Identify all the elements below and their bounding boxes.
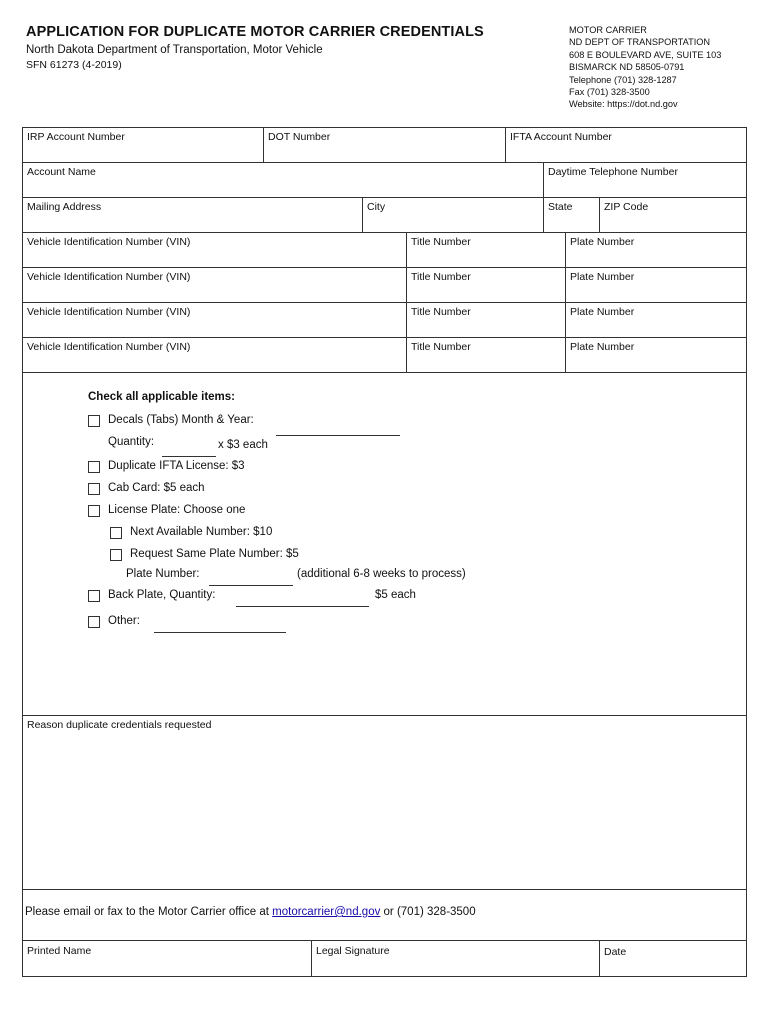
plate-number-field[interactable]: Plate Number (570, 271, 635, 283)
ifta-license-label: Duplicate IFTA License: $3 (108, 460, 245, 472)
title-number-field[interactable]: Title Number (411, 271, 471, 283)
other-input[interactable] (154, 632, 286, 633)
other-label: Other: (108, 615, 140, 627)
title-number-field[interactable]: Title Number (411, 236, 471, 248)
address-line: ND DEPT OF TRANSPORTATION (569, 37, 711, 48)
mailing-address-field[interactable]: Mailing Address (27, 201, 102, 213)
cab-card-checkbox[interactable] (88, 483, 100, 495)
back-plate-quantity-input[interactable] (236, 606, 369, 607)
ifta-license-checkbox[interactable] (88, 461, 100, 473)
address-line: Telephone (701) 328-1287 (569, 74, 677, 85)
checklist-heading: Check all applicable items: (88, 391, 236, 403)
address-line: Website: https://dot.nd.gov (569, 99, 678, 110)
date-field[interactable]: Date (604, 946, 627, 958)
plate-number-field[interactable]: Plate Number (570, 306, 635, 318)
title-number-field[interactable]: Title Number (411, 306, 471, 318)
address-line: BISMARCK ND 58505-0791 (569, 62, 685, 73)
contact-text: Please email or fax to the Motor Carrier office at (25, 906, 273, 918)
state-field[interactable]: State (548, 201, 573, 213)
ifta-account-field[interactable]: IFTA Account Number (510, 131, 612, 143)
contact-fax: or (701) 328-3500 (380, 906, 476, 918)
address-line: 608 E BOULEVARD AVE, SUITE 103 (569, 49, 722, 60)
zip-field[interactable]: ZIP Code (604, 201, 649, 213)
license-plate-label: License Plate: Choose one (108, 504, 246, 516)
cab-card-label: Cab Card: $5 each (108, 482, 205, 494)
vin-field[interactable]: Vehicle Identification Number (VIN) (27, 306, 191, 318)
form-number: SFN 61273 (4-2019) (26, 59, 122, 71)
reason-field[interactable]: Reason duplicate credentials requested (27, 719, 212, 731)
vin-field[interactable]: Vehicle Identification Number (VIN) (27, 271, 191, 283)
quantity-price: x $3 each (218, 439, 268, 451)
other-checkbox[interactable] (88, 616, 100, 628)
back-plate-label: Back Plate, Quantity: (108, 589, 216, 601)
back-plate-checkbox[interactable] (88, 590, 100, 602)
decals-label: Decals (Tabs) Month & Year: (108, 414, 254, 426)
printed-name-field[interactable]: Printed Name (27, 945, 92, 957)
daytime-phone-field[interactable]: Daytime Telephone Number (548, 166, 678, 178)
plate-number-field[interactable]: Plate Number (570, 236, 635, 248)
dot-number-field[interactable]: DOT Number (268, 131, 331, 143)
license-plate-checkbox[interactable] (88, 505, 100, 517)
plate-number-label: Plate Number: (126, 568, 200, 580)
vin-field[interactable]: Vehicle Identification Number (VIN) (27, 341, 191, 353)
account-name-field[interactable]: Account Name (27, 166, 96, 178)
next-available-label: Next Available Number: $10 (130, 526, 273, 538)
plate-number-field[interactable]: Plate Number (570, 341, 635, 353)
agency-address (569, 24, 721, 111)
irp-account-field[interactable]: IRP Account Number (27, 131, 125, 143)
quantity-label: Quantity: (108, 436, 155, 448)
same-plate-checkbox[interactable] (110, 549, 122, 561)
decals-month-year-input[interactable] (276, 435, 400, 436)
department-name: North Dakota Department of Transportation, Motor Vehicle (26, 44, 323, 56)
decals-checkbox[interactable] (88, 415, 100, 427)
email-link[interactable]: motorcarrier@nd.gov (272, 906, 381, 918)
plate-number-input[interactable] (209, 585, 293, 586)
contact-line (25, 906, 476, 918)
city-field[interactable]: City (367, 201, 386, 213)
address-line: MOTOR CARRIER (569, 25, 647, 35)
same-plate-label: Request Same Plate Number: $5 (130, 548, 299, 560)
legal-signature-field[interactable]: Legal Signature (316, 945, 390, 957)
decals-quantity-input[interactable] (162, 456, 216, 457)
next-available-checkbox[interactable] (110, 527, 122, 539)
form-title: APPLICATION FOR DUPLICATE MOTOR CARRIER CREDENTIALS (26, 24, 484, 40)
plate-note: (additional 6-8 weeks to process) (297, 568, 466, 580)
address-line: Fax (701) 328-3500 (569, 87, 650, 98)
back-plate-price: $5 each (375, 589, 416, 601)
vin-field[interactable]: Vehicle Identification Number (VIN) (27, 236, 191, 248)
title-number-field[interactable]: Title Number (411, 341, 471, 353)
